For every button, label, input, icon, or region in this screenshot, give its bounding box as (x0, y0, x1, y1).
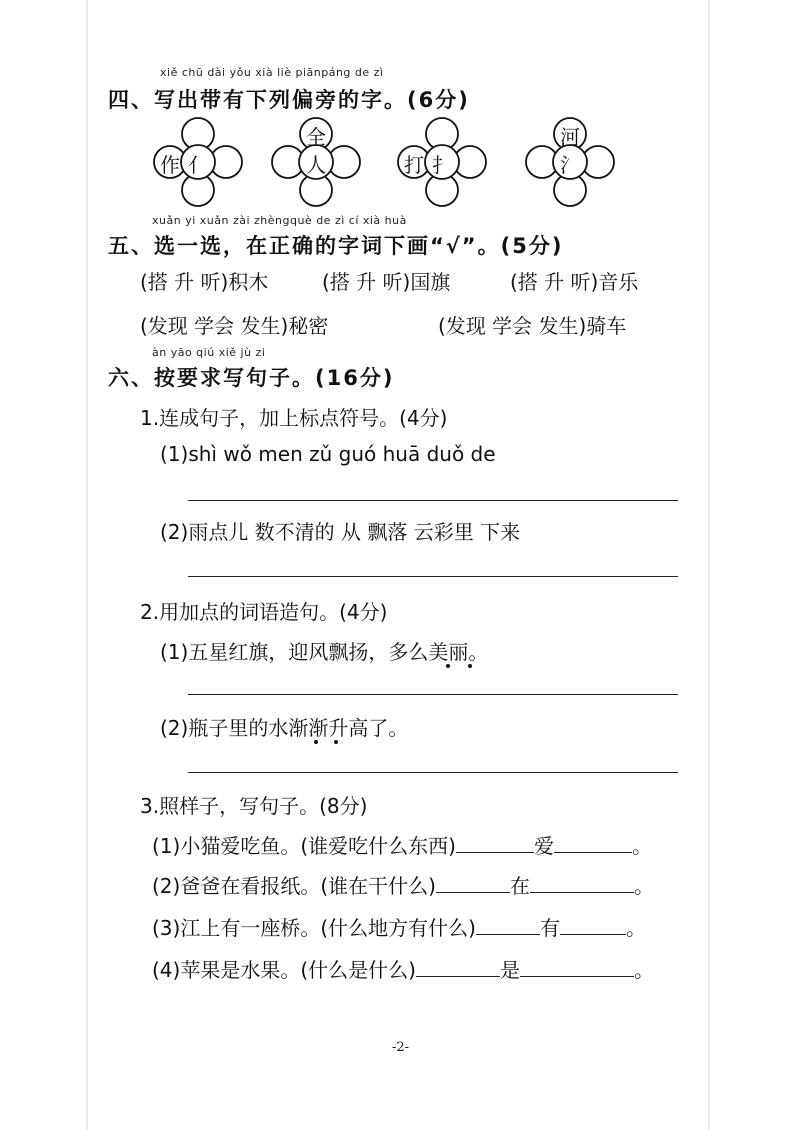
q3-item-2-mid: 在 (509, 874, 530, 898)
q3-item-2-blank-1[interactable] (436, 874, 510, 893)
sec4-title: 四、写出带有下列偏旁的字。(6分) (108, 88, 470, 112)
q1-answer-line-1[interactable] (188, 500, 678, 501)
q3-item-4-mid: 是 (499, 958, 520, 982)
q2-answer-line-2[interactable] (188, 772, 678, 773)
q3-item-4-blank-2[interactable] (520, 958, 634, 977)
radical-flower-1 (148, 112, 248, 212)
sec5-row1-item-1[interactable]: (搭 升 听)积木 (140, 270, 269, 294)
sec5-title: 五、选一选，在正确的字词下画“√”。(5分) (108, 234, 564, 258)
radical-flower-2 (266, 112, 366, 212)
q3-title: 3.照样子，写句子。(8分) (140, 794, 368, 818)
q3-item-3-blank-2[interactable] (560, 916, 626, 935)
q2-answer-line-1[interactable] (188, 694, 678, 695)
q2-item-1: (1)五星红旗，迎风飘扬，多么美丽。 (160, 640, 489, 664)
q1-item-2: (2)雨点儿 数不清的 从 飘落 云彩里 下来 (160, 520, 521, 544)
q1-title: 1.连成句子，加上标点符号。(4分) (140, 406, 448, 430)
sec5-row1-item-3[interactable]: (搭 升 听)音乐 (510, 270, 639, 294)
q3-item-1-blank-1[interactable] (456, 834, 534, 853)
sec6-title: 六、按要求写句子。(16分) (108, 366, 395, 390)
emphasis-dot (468, 664, 472, 668)
q3-item-1-end: 。 (631, 834, 652, 858)
q3-item-3-mid: 有 (539, 916, 560, 940)
emphasis-dot (446, 664, 450, 668)
flower-4-answer-char: 河 (560, 125, 580, 149)
q2-title: 2.用加点的词语造句。(4分) (140, 600, 388, 624)
flower-3-center-char: 扌 (432, 153, 452, 177)
q3-item-4 (152, 954, 654, 983)
q3-item-2-blank-2[interactable] (530, 874, 634, 893)
sec5-row1-item-2[interactable]: (搭 升 听)国旗 (322, 270, 451, 294)
sec5-row2-item-2[interactable]: (发现 学会 发生)骑车 (438, 314, 627, 338)
flower-3-answer-char: 打 (404, 153, 424, 177)
scan-edge-right (708, 0, 710, 1130)
flower-2-answer-char: 全 (306, 125, 326, 149)
q3-item-1 (152, 830, 652, 859)
q3-item-1-blank-2[interactable] (554, 834, 632, 853)
emphasis-dot (314, 740, 318, 744)
q1-answer-line-2[interactable] (188, 576, 678, 577)
sec4-pinyin: xiě chū dài yǒu xià liè piānpáng de zì (160, 66, 384, 79)
q3-item-3-sentence: (3)江上有一座桥。(什么地方有什么) (152, 916, 476, 940)
q2-item-2: (2)瓶子里的水渐渐升高了。 (160, 716, 409, 740)
q3-item-3-end: 。 (625, 916, 646, 940)
flower-2-center-char: 人 (306, 153, 326, 177)
flower-4-center-char: 氵 (560, 153, 580, 177)
radical-flower-3 (392, 112, 492, 212)
q3-item-4-end: 。 (633, 958, 654, 982)
q3-item-2-sentence: (2)爸爸在看报纸。(谁在干什么) (152, 874, 436, 898)
sec5-row2-item-1[interactable]: (发现 学会 发生)秘密 (140, 314, 329, 338)
q3-item-4-blank-1[interactable] (416, 958, 500, 977)
q1-item-1: (1)shì wǒ men zǔ guó huā duǒ de (160, 442, 496, 466)
q3-item-3 (152, 912, 646, 941)
flower-1-answer-char: 作 (160, 153, 180, 177)
q3-item-1-mid: 爱 (533, 834, 554, 858)
q3-item-3-blank-1[interactable] (476, 916, 540, 935)
sec5-pinyin: xuǎn yi xuǎn zài zhèngquè de zì cí xià huà (152, 214, 407, 227)
q3-item-2-end: 。 (633, 874, 654, 898)
emphasis-dot (334, 740, 338, 744)
scan-edge-left (86, 0, 88, 1130)
page-number: -2- (392, 1040, 410, 1055)
q3-item-4-sentence: (4)苹果是水果。(什么是什么) (152, 958, 416, 982)
flower-1-center-char: 亻 (188, 153, 208, 177)
q3-item-2 (152, 870, 654, 899)
sec6-pinyin: àn yāo qiú xiě jù zi (152, 346, 266, 359)
radical-flower-4 (520, 112, 620, 212)
q3-item-1-sentence: (1)小猫爱吃鱼。(谁爱吃什么东西) (152, 834, 456, 858)
